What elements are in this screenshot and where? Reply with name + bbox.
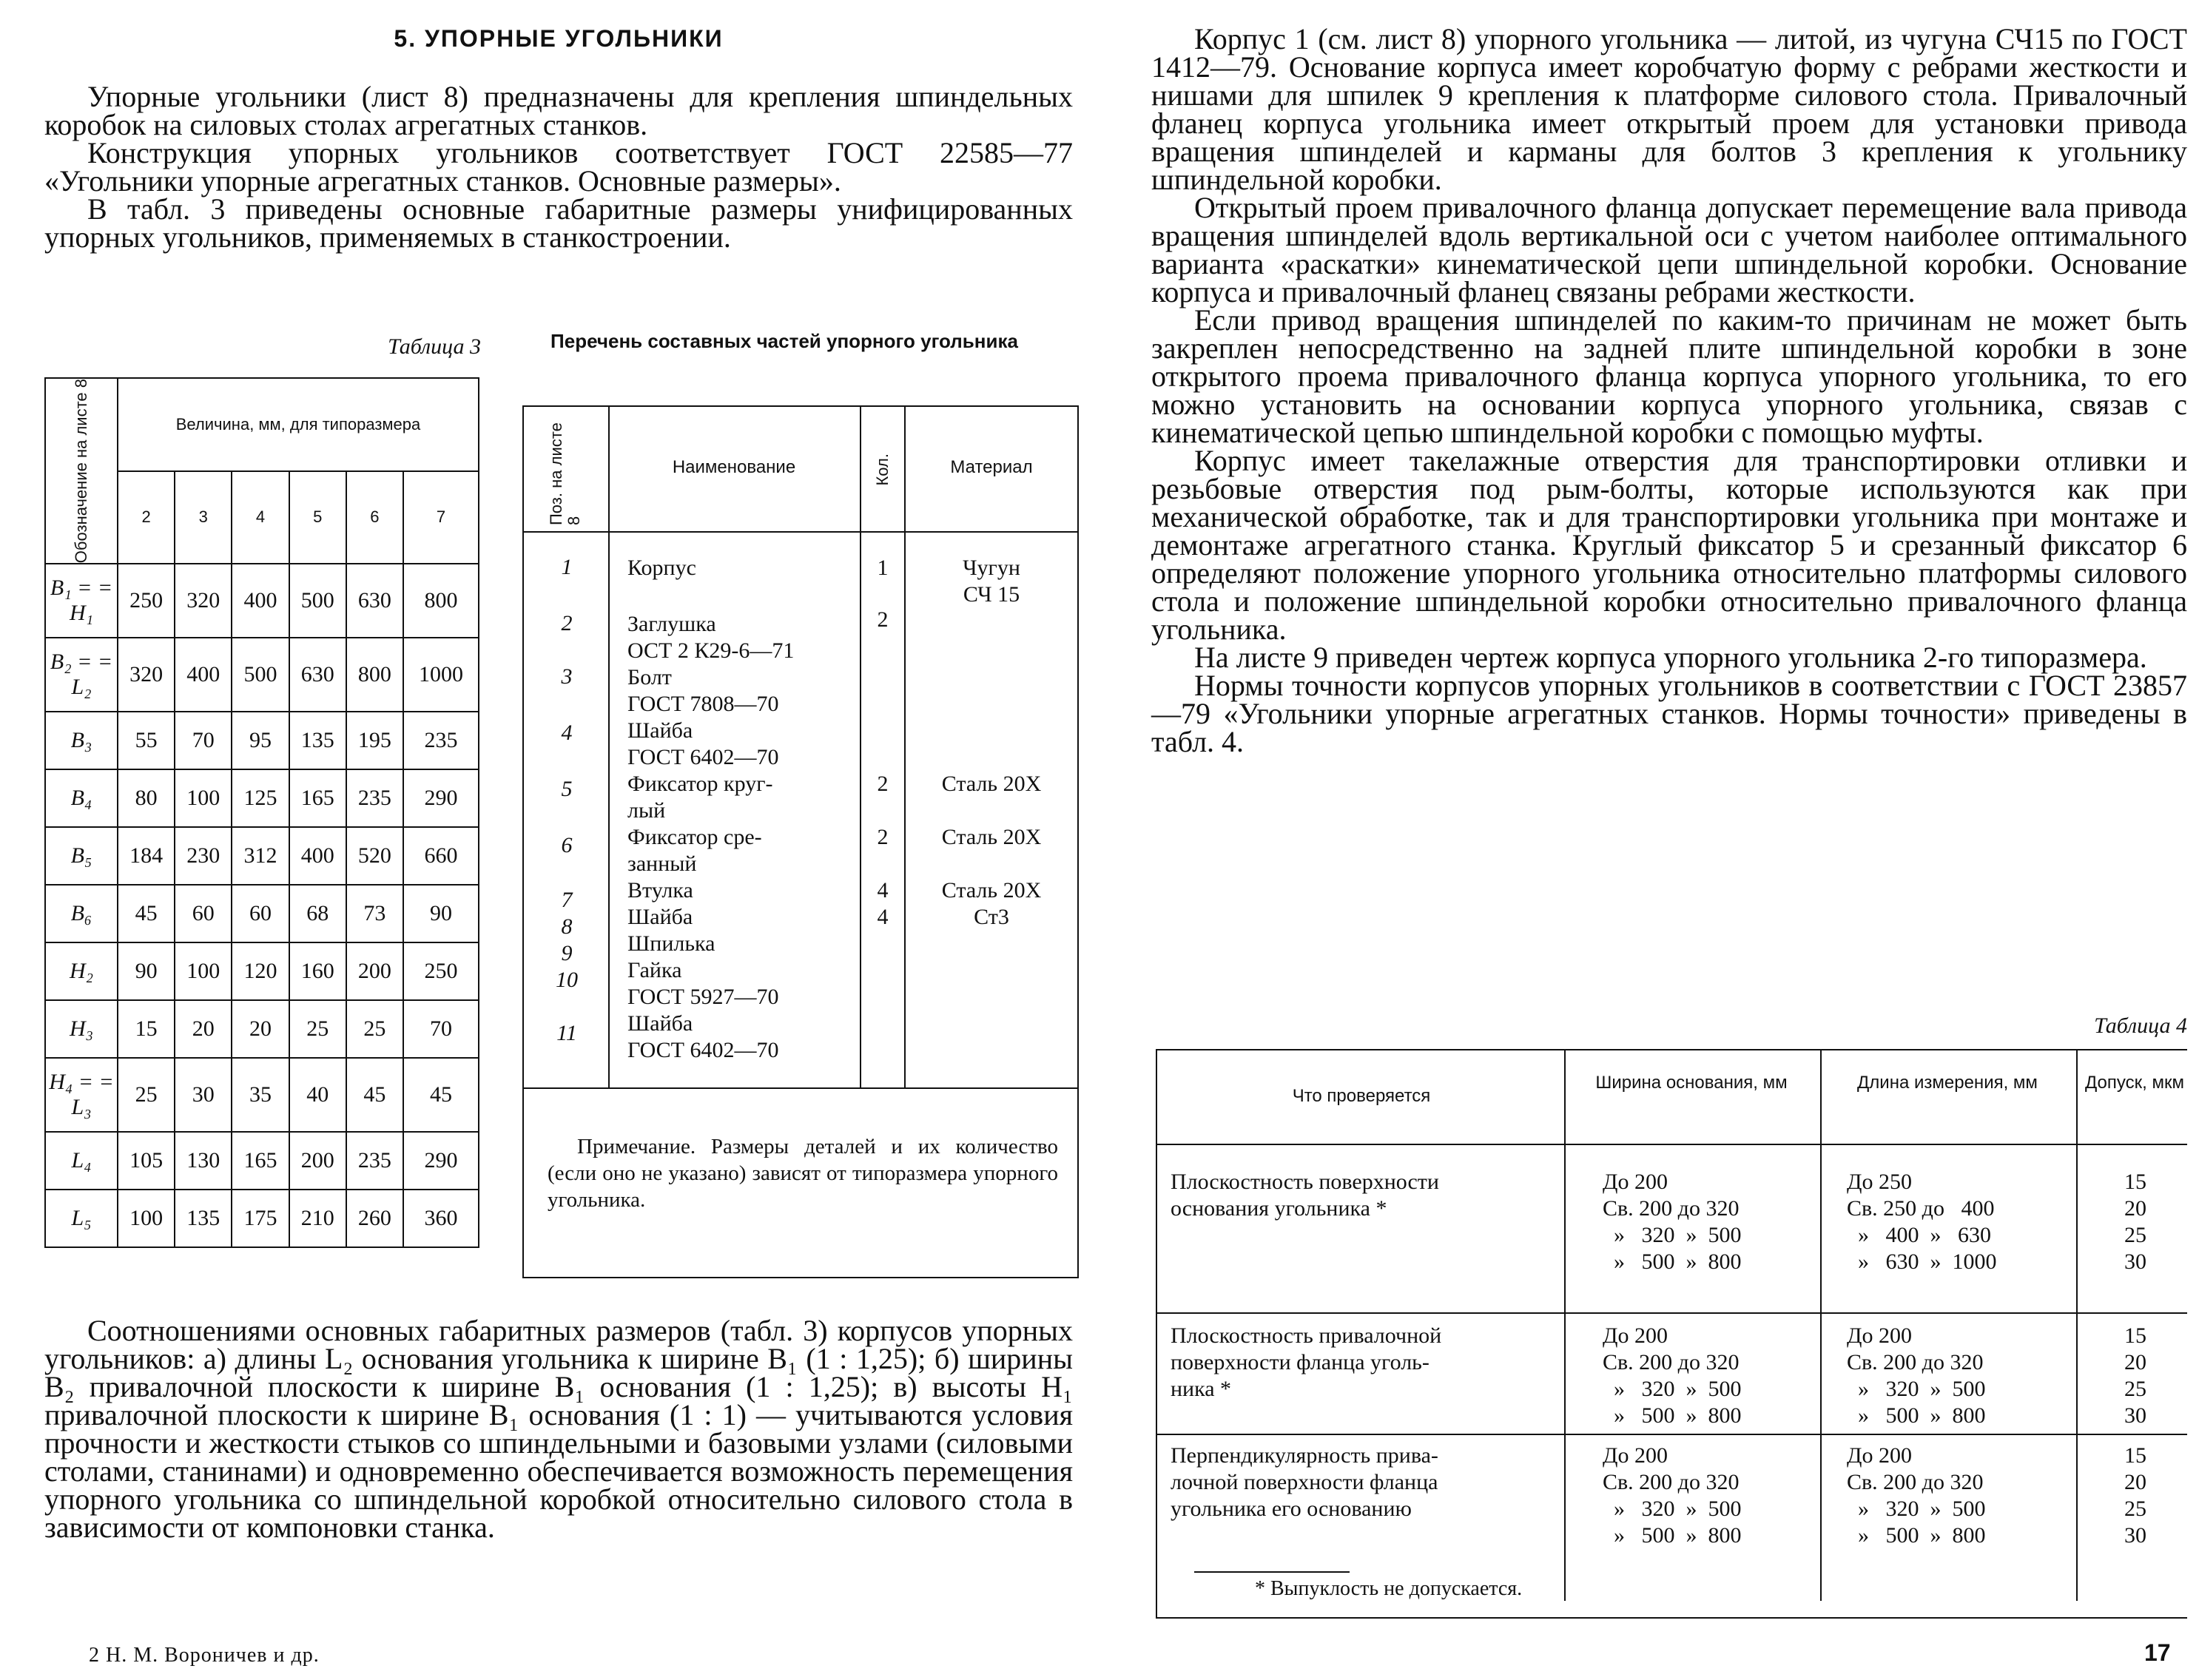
- table3-cell: 630: [346, 564, 403, 638]
- table3-cell: 100: [118, 1190, 175, 1247]
- table3-cell: 135: [175, 1190, 232, 1247]
- table3-cell: 250: [403, 942, 479, 1000]
- table3-cell: 60: [175, 885, 232, 942]
- table3-cell: 45: [118, 885, 175, 942]
- table3-cell: 70: [403, 1000, 479, 1058]
- t4-tolerance: 15 20 25 30: [2124, 1170, 2146, 1274]
- table3-cell: 520: [346, 827, 403, 885]
- table3-caption: Таблица 3: [388, 334, 481, 359]
- table3-cell: 40: [289, 1058, 346, 1132]
- table3-cell: 200: [346, 942, 403, 1000]
- table3-cell: 45: [346, 1058, 403, 1132]
- table3-row: [45, 1190, 479, 1247]
- parts-name: ГОСТ 5927—70: [627, 985, 779, 1009]
- table3-cell: 200: [289, 1132, 346, 1190]
- table3-cell: 35: [232, 1058, 289, 1132]
- table3-cell: 90: [118, 942, 175, 1000]
- t4-width: До 200 Св. 200 до 320 » 320 » 500 » 500 » 800: [1603, 1170, 1742, 1274]
- table3-cell: 1000: [403, 638, 479, 712]
- table3-row-label: B₃: [45, 712, 118, 769]
- parts-position: 2: [561, 611, 573, 635]
- table3-cell: 120: [232, 942, 289, 1000]
- table3-cell: 160: [289, 942, 346, 1000]
- table3-cell: 25: [289, 1000, 346, 1058]
- bottom-text: [44, 1314, 1073, 1544]
- table3-row: [45, 827, 479, 885]
- t4-tolerance: 15 20 25 30: [2124, 1323, 2146, 1428]
- intro-paragraph: Конструкция упорных угольников соответствует ГОСТ 22585—77 «Угольники упорные агрегатных станков. Основные размеры».: [44, 136, 1073, 198]
- intro-text: [44, 80, 1073, 254]
- table3-cell: 500: [289, 564, 346, 638]
- right-page: [1100, 0, 2199, 1680]
- table3-cell: 312: [232, 827, 289, 885]
- table3-cell: 105: [118, 1132, 175, 1190]
- table3-row-label: B₂ = = L₂: [45, 638, 118, 712]
- parts-quantity: 4: [877, 905, 889, 929]
- table3-cell: 45: [403, 1058, 479, 1132]
- parts-position: 8: [561, 914, 573, 939]
- table3-row: [45, 1000, 479, 1058]
- table3-cell: 290: [403, 1132, 479, 1190]
- table3-cell: 800: [346, 638, 403, 712]
- table3-row: [45, 885, 479, 942]
- table3-cell: 25: [118, 1058, 175, 1132]
- table3-row: [45, 712, 479, 769]
- size-cell: 3: [175, 471, 232, 564]
- table3-cell: 210: [289, 1190, 346, 1247]
- table3-cell: 235: [346, 1132, 403, 1190]
- parts-quantity: 4: [877, 878, 889, 903]
- parts-position: 9: [561, 941, 573, 965]
- parts-material: Чугун: [963, 556, 1020, 580]
- parts-name: Фиксатор сре-: [627, 825, 762, 849]
- parts-name: занный: [627, 851, 697, 876]
- intro-paragraph: Упорные угольники (лист 8) предназначены для крепления шпиндельных коробок на силовых столах агрегатных станков.: [44, 80, 1073, 141]
- parts-name: ГОСТ 7808—70: [627, 692, 779, 716]
- table3-cell: 100: [175, 942, 232, 1000]
- table3-cell: 184: [118, 827, 175, 885]
- table3-row: [45, 1058, 479, 1132]
- table3-size-header: Величина, мм, для типоразмера: [118, 378, 479, 471]
- table3-cell: 400: [232, 564, 289, 638]
- table3-cell: 135: [289, 712, 346, 769]
- parts-quantity: 2: [877, 825, 889, 849]
- right-paragraph: Корпус 1 (см. лист 8) упорного угольника — литой, из чугуна СЧ15 по ГОСТ 1412—79. Основание корпуса имеет коробчатую форму с ребрами жесткости и нишами для шпилек 9 крепления к платформе силового стола. Привалочный фланец корпуса угольника имеет открытый проем для установки привода вращения шпинделей и карманы для болтов 3 крепления к угольнику шпиндельной коробки.: [1151, 22, 2187, 196]
- table3-cell: 100: [175, 769, 232, 827]
- parts-position: 4: [561, 721, 573, 745]
- table3-cell: 55: [118, 712, 175, 769]
- table3-cell: 660: [403, 827, 479, 885]
- parts-name: Шайба: [627, 905, 693, 929]
- table3-cell: 400: [289, 827, 346, 885]
- table3-row-label: H₃: [45, 1000, 118, 1058]
- size-cell: 5: [289, 471, 346, 564]
- table3-cell: 20: [175, 1000, 232, 1058]
- table3-cell: 125: [232, 769, 289, 827]
- parts-qty-header: Кол.: [873, 453, 892, 486]
- table3-cell: 290: [403, 769, 479, 827]
- table4-caption: Таблица 4: [2094, 1013, 2187, 1038]
- parts-name: Шайба: [627, 718, 693, 743]
- page-number: 17: [2144, 1639, 2171, 1666]
- right-paragraph: Нормы точности корпусов упорных угольников в соответствии с ГОСТ 23857—79 «Угольники упорные агрегатных станков. Нормы точности» приведены в табл. 4.: [1151, 669, 2187, 758]
- right-paragraph: Корпус имеет такелажные отверстия для транспортировки отливки и резьбовые отверстия под рым-болты, которые используются как при механической обработке, так и для транспортировки угольника при монтаже и демонтаже агрегатного станка. Круглый фиксатор 5 и срезанный фиксатор 6 определяют положение упорного угольника относительно платформы силового стола и положение шпиндельной коробки относительно привалочного фланца угольника.: [1151, 444, 2187, 646]
- parts-quantity: 1: [877, 556, 889, 580]
- table3-cell: 630: [289, 638, 346, 712]
- table-3: [44, 377, 479, 1248]
- parts-list-title: Перечень составных частей упорного угольника: [550, 330, 1018, 352]
- table3-row-label: B₅: [45, 827, 118, 885]
- t4-tolerance: 15 20 25 30: [2124, 1443, 2146, 1548]
- parts-position: 7: [561, 888, 573, 912]
- parts-position: 11: [556, 1021, 577, 1045]
- parts-name: Шайба: [627, 1011, 693, 1036]
- parts-name: Корпус: [627, 556, 696, 580]
- table3-row-label: L₅: [45, 1190, 118, 1247]
- right-text: [1151, 22, 2187, 758]
- parts-material-header: Материал: [950, 457, 1033, 477]
- parts-name: Втулка: [627, 878, 693, 903]
- parts-quantity: 2: [877, 772, 889, 796]
- parts-name: Гайка: [627, 958, 682, 982]
- parts-name: ГОСТ 6402—70: [627, 745, 779, 769]
- right-paragraph: Открытый проем привалочного фланца допускает перемещение вала привода вращения шпинделей вдоль вертикальной оси с учетом наиболее оптимального варианта «раскатки» кинематической цепи шпиндельной коробки. Основание корпуса и привалочный фланец связаны ребрами жесткости.: [1151, 191, 2187, 308]
- t4-header-width: Ширина основания, мм: [1595, 1073, 1788, 1093]
- t4-length: До 200 Св. 200 до 320 » 320 » 500 » 500 » 800: [1847, 1323, 1986, 1428]
- table3-cell: 25: [346, 1000, 403, 1058]
- t4-length: До 200 Св. 200 до 320 » 320 » 500 » 500 » 800: [1847, 1443, 1986, 1548]
- table3-cell: 195: [346, 712, 403, 769]
- table3-cell: 175: [232, 1190, 289, 1247]
- table3-cell: 60: [232, 885, 289, 942]
- table3-cell: 95: [232, 712, 289, 769]
- table3-row-label: B₄: [45, 769, 118, 827]
- table3-cell: 73: [346, 885, 403, 942]
- t4-what: Плоскостность привалочной поверхности фланца уголь- ника *: [1171, 1323, 1442, 1401]
- table3-row: [45, 942, 479, 1000]
- table3-row-label: B₆: [45, 885, 118, 942]
- t4-footnote: * Выпуклость не допускается.: [1255, 1577, 1523, 1600]
- parts-name: Фиксатор круг-: [627, 772, 773, 796]
- table3-row: [45, 1132, 479, 1190]
- right-paragraph: Если привод вращения шпинделей по каким-то причинам не может быть закреплен непосредственно на задней плите шпиндельной коробки в зоне открытого проема привалочного фланца корпуса упорного угольника, то его можно установить на основании корпуса упорного угольника, связав с кинематической цепью шпиндельной коробки с помощью муфты.: [1151, 303, 2187, 449]
- section-heading: 5. УПОРНЫЕ УГОЛЬНИКИ: [394, 25, 724, 52]
- table3-cell: 230: [175, 827, 232, 885]
- table3-cell: 130: [175, 1132, 232, 1190]
- parts-position: 10: [556, 968, 578, 992]
- table3-row: [45, 638, 479, 712]
- intro-paragraph: В табл. 3 приведены основные габаритные размеры унифицированных упорных угольников, применяемых в станкостроении.: [44, 192, 1073, 254]
- parts-name: Болт: [627, 665, 672, 689]
- table3-cell: 800: [403, 564, 479, 638]
- table3-cell: 320: [118, 638, 175, 712]
- t4-length: До 250 Св. 250 до 400 » 400 » 630 » 630 » 1000: [1847, 1170, 1997, 1274]
- table3-cell: 68: [289, 885, 346, 942]
- table3-cell: 250: [118, 564, 175, 638]
- table3-cell: 165: [289, 769, 346, 827]
- t4-what: Плоскостность поверхности основания угольника *: [1171, 1170, 1439, 1221]
- parts-quantity: 2: [877, 607, 889, 632]
- table3-cell: 80: [118, 769, 175, 827]
- t4-header-what: Что проверяется: [1292, 1086, 1431, 1106]
- table3-cell: 235: [346, 769, 403, 827]
- t4-header-tolerance: Допуск, мкм: [2085, 1073, 2184, 1093]
- parts-position: 1: [561, 555, 573, 579]
- parts-position: 6: [561, 833, 573, 857]
- parts-note: Примечание. Размеры деталей и их количество (если оно не указано) зависят от типоразмера упорного угольника.: [548, 1135, 1058, 1212]
- table3-cell: 320: [175, 564, 232, 638]
- t4-width: До 200 Св. 200 до 320 » 320 » 500 » 500 » 800: [1603, 1443, 1742, 1548]
- table3-cell: 15: [118, 1000, 175, 1058]
- table3-cell: 500: [232, 638, 289, 712]
- size-cell: 4: [232, 471, 289, 564]
- parts-position: 3: [561, 664, 573, 689]
- bottom-paragraph: Соотношениями основных габаритных размеров (табл. 3) корпусов упорных угольников: а) длины L₂ основания угольника к ширине B₁ (1 : 1,25); б) ширины B₂ привалочной плоскости к ширине B₁ основания (1 : 1,25); в) высоты H₁ привалочной плоскости к ширине B₁ основания (1 : 1) — учитываются условия прочности и жесткости стыков со шпиндельными и базовыми узлами (силовыми столами, станинами) и одновременно обеспечивается возможность перемещения упорного угольника со шпиндельной коробкой относительно силового стола в зависимости от компоновки станка.: [44, 1314, 1073, 1544]
- table3-cell: 90: [403, 885, 479, 942]
- parts-name: Заглушка: [627, 612, 716, 636]
- parts-material: СЧ 15: [963, 582, 1020, 607]
- size-cell: 7: [403, 471, 479, 564]
- right-paragraph: На листе 9 приведен чертеж корпуса упорного угольника 2-го типоразмера.: [1194, 641, 2147, 674]
- table3-cell: 235: [403, 712, 479, 769]
- parts-material: Сталь 20Х: [941, 878, 1042, 903]
- parts-position: 5: [561, 777, 573, 801]
- table3-row-label: L₄: [45, 1132, 118, 1190]
- table3-cell: 360: [403, 1190, 479, 1247]
- table3-cell: 400: [175, 638, 232, 712]
- table3-designation-header: Обозначение на листе 8: [45, 378, 118, 564]
- table3-row-label: H₄ = = L₃: [45, 1058, 118, 1132]
- size-cell: 2: [118, 471, 175, 564]
- parts-name: Шпилька: [627, 931, 715, 956]
- parts-name: ОСТ 2 К29-6—71: [627, 638, 795, 663]
- t4-what: Перпендикулярность прива- лочной поверхности фланца угольника его основанию: [1171, 1443, 1438, 1521]
- parts-material: Сталь 20Х: [941, 772, 1042, 796]
- parts-name-header: Наименование: [672, 457, 796, 477]
- parts-name: лый: [627, 798, 666, 823]
- table3-row: [45, 769, 479, 827]
- table3-cell: 260: [346, 1190, 403, 1247]
- size-cell: 6: [346, 471, 403, 564]
- table3-row-label: B₁ = = H₁: [45, 564, 118, 638]
- page-footer: 2 Н. М. Вороничев и др.: [89, 1644, 320, 1667]
- table3-cell: 165: [232, 1132, 289, 1190]
- parts-material: Сталь 20Х: [941, 825, 1042, 849]
- parts-pos-header: Поз. на листе 8: [547, 422, 583, 525]
- parts-material: Ст3: [974, 905, 1009, 929]
- table3-cell: 20: [232, 1000, 289, 1058]
- table3-row: [45, 564, 479, 638]
- table3-row-label: H₂: [45, 942, 118, 1000]
- table3-cell: 70: [175, 712, 232, 769]
- t4-width: До 200 Св. 200 до 320 » 320 » 500 » 500 » 800: [1603, 1323, 1742, 1428]
- parts-name: ГОСТ 6402—70: [627, 1038, 779, 1062]
- t4-header-length: Длина измерения, мм: [1857, 1073, 2038, 1093]
- table3-cell: 30: [175, 1058, 232, 1132]
